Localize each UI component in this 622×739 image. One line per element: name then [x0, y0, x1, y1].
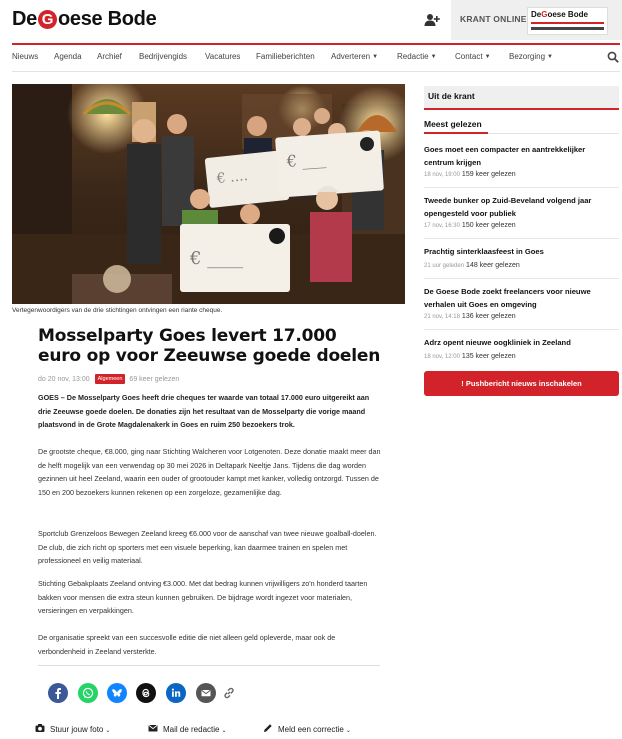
envelope-icon: [148, 723, 158, 733]
chevron-down-icon: ▼: [372, 54, 379, 60]
lead-dateline: GOES: [38, 393, 59, 402]
uit-de-krant-underline: [424, 108, 619, 110]
krant-thumb-title-left: De: [531, 10, 542, 19]
nav-item-nieuws[interactable]: [12, 52, 38, 61]
category-badge[interactable]: Algemeen: [95, 374, 126, 384]
nav-item-familieberichten[interactable]: [256, 52, 315, 61]
article-paragraph: De grootste cheque, €8.000, ging naar Stichting Walcheren voor Lotgenoten. Deze donatie maakt meer dan de helft mogelijk van een verwendag op 30 mei 2026 in Deltapark Neeltje Jans. Tijdens die dag worden gezinnen uit heel Zeeland, waarin een ouder of grootouder kampt met kanker, volledig ontzorgd. Tussen de 150 en 200 bezoekers kunnen rekenen op een zorgeloze, gezamenlijke dag.: [38, 447, 381, 497]
meest-gelezen-heading: Meest gelezen: [424, 119, 482, 129]
krant-thumb-text-bar: [531, 27, 604, 30]
list-divider: [424, 329, 619, 330]
main-nav: [0, 45, 622, 70]
krant-thumb-title-right: oese Bode: [547, 10, 588, 19]
user-plus-icon[interactable]: [424, 12, 440, 28]
nav-item-label: Archief: [97, 52, 122, 61]
most-read-item-meta: [424, 171, 516, 178]
nav-item-adverteren[interactable]: [331, 52, 378, 61]
nav-item-contact[interactable]: [455, 52, 491, 61]
nav-item-label: Familieberichten: [256, 52, 315, 61]
nav-item-label: Redactie: [397, 52, 429, 61]
meest-gelezen-divider: [488, 133, 619, 134]
pencil-icon: [263, 723, 273, 733]
report-correction-label: Meld een correctie: [278, 725, 344, 734]
article-meta: [38, 374, 179, 384]
share-email-button[interactable]: [196, 683, 216, 703]
svg-text:€ ....: € ....: [216, 167, 249, 188]
most-read-item-views: 148 keer gelezen: [466, 262, 520, 269]
nav-item-bezorging[interactable]: [509, 52, 553, 61]
most-read-item-meta: [424, 262, 520, 269]
group-photo-image: [12, 84, 405, 304]
chevron-down-icon: ⌄: [221, 728, 227, 734]
most-read-item-title[interactable]: Adrz opent nieuwe oogkliniek in Zeeland: [424, 338, 571, 347]
most-read-item-views: 150 keer gelezen: [461, 222, 516, 229]
chevron-down-icon: ▼: [547, 54, 553, 60]
most-read-item-title[interactable]: De Goese Bode zoekt freelancers voor nieuwe verhalen uit Goes en omgeving: [424, 287, 591, 309]
lead-text: – De Mosselparty Goes heeft drie cheques ter waarde van totaal 17.000 euro uitgereikt aan drie Zeeuwse goede doelen. De donaties zijn het resultaat van de Mosselparty die vorige maand plaatsvond in de Grote Magdalenakerk in Goes en ruim 250 bezoekers trok.: [38, 393, 370, 430]
uit-de-krant-label: Uit de krant: [428, 91, 475, 101]
list-divider: [424, 278, 619, 279]
article-end-divider: [38, 665, 380, 666]
chevron-down-icon: ⌄: [105, 728, 111, 734]
site-logo[interactable]: [12, 8, 156, 31]
share-linkedin-button[interactable]: [166, 683, 186, 703]
article-date: do 20 nov, 13:00: [38, 376, 90, 383]
nav-item-label: Vacatures: [205, 52, 241, 61]
article-paragraph: Stichting Gebakplaats Zeeland ontving €3.000. Met dat bedrag kunnen vrijwilligers zo'n honderd taarten bakken voor mensen die extra steun kunnen gebruiken. De bijdrage wordt ingezet voor materialen, versieringen en verpakkingen.: [38, 579, 368, 616]
krant-thumb-title-g: G: [541, 10, 548, 19]
share-bluesky-button[interactable]: [107, 683, 127, 703]
report-correction-button[interactable]: [263, 723, 351, 734]
nav-item-archief[interactable]: [97, 52, 122, 61]
most-read-item-views: 159 keer gelezen: [461, 171, 516, 178]
svg-text:€ ___: € ___: [286, 149, 327, 171]
article-title: Mosselparty Goes levert 17.000 euro op voor Zeeuwse goede doelen: [38, 326, 381, 366]
bluesky-icon: [111, 687, 123, 699]
article-paragraph: Sportclub Grenzeloos Bewegen Zeeland kreeg €6.000 voor de aanschaf van twee nieuwe goalball-doelen. De club, die zich richt op sporters met een visuele beperking, kan daarmee trainen en spelen met professioneel en veilig materiaal.: [38, 529, 377, 566]
list-divider: [424, 187, 619, 188]
nav-item-bedrijvengids[interactable]: [139, 52, 187, 61]
site-header: [0, 0, 622, 42]
chevron-down-icon: ▼: [430, 54, 437, 60]
most-read-item-title[interactable]: Tweede bunker op Zuid-Beveland volgend jaar opengesteld voor publiek: [424, 196, 592, 218]
krant-thumbnail[interactable]: [527, 7, 608, 35]
article-paragraph: De organisatie spreekt van een succesvolle editie die niet alleen geld opleverde, maar ook de verbondenheid in Zeeland versterkte.: [38, 633, 336, 656]
chevron-down-icon: ⌄: [345, 728, 351, 734]
most-read-item-date: 17 nov, 16:30: [424, 223, 460, 229]
share-whatsapp-button[interactable]: [78, 683, 98, 703]
share-threads-button[interactable]: [136, 683, 156, 703]
nav-item-vacatures[interactable]: [205, 52, 240, 61]
linkedin-icon: [170, 687, 182, 699]
article-photo[interactable]: [12, 84, 405, 304]
nav-item-redactie[interactable]: [397, 52, 437, 61]
most-read-item-meta: [424, 222, 516, 229]
nav-item-label: Contact: [455, 52, 483, 61]
send-photo-button[interactable]: [35, 723, 110, 734]
nav-item-label: Agenda: [54, 52, 82, 61]
search-icon[interactable]: [607, 51, 619, 63]
most-read-item-date: 21 uur geleden: [424, 263, 465, 269]
uit-de-krant-header[interactable]: [424, 86, 619, 108]
article-lead: [38, 391, 383, 432]
krant-thumb-red-bar: [531, 22, 604, 24]
enable-push-notifications-button[interactable]: ! Pushbericht nieuws inschakelen: [424, 371, 619, 396]
send-photo-label: Stuur jouw foto: [50, 725, 104, 734]
nav-divider: [12, 71, 620, 72]
chevron-down-icon: ▼: [484, 54, 491, 60]
most-read-item-date: 18 nov, 12:00: [424, 354, 460, 360]
logo-g-mark: G: [38, 10, 57, 29]
krant-thumb-title: [531, 10, 588, 19]
facebook-icon: [52, 687, 64, 699]
logo-text-left: De: [12, 8, 37, 30]
link-icon[interactable]: [222, 686, 236, 700]
photo-caption: Vertegenwoordigers van de drie stichtingen ontvingen een riante cheque.: [12, 307, 223, 314]
mail-editor-label: Mail de redactie: [163, 725, 220, 734]
most-read-item-meta: [424, 313, 516, 320]
most-read-item-views: 136 keer gelezen: [461, 313, 516, 320]
most-read-item-views: 135 keer gelezen: [461, 353, 516, 360]
svg-text:€ ____: € ____: [190, 248, 244, 269]
logo-text-right: oese Bode: [57, 8, 157, 30]
whatsapp-icon: [82, 687, 94, 699]
list-divider: [424, 238, 619, 239]
most-read-item-meta: [424, 353, 516, 360]
nav-item-label: Adverteren: [331, 52, 371, 61]
camera-icon: [35, 723, 45, 733]
most-read-item-date: 21 nov, 14:18: [424, 314, 460, 320]
mail-editor-button[interactable]: [148, 723, 227, 734]
nav-item-agenda[interactable]: [54, 52, 82, 61]
email-icon: [200, 687, 212, 699]
nav-item-label: Bedrijvengids: [139, 52, 188, 61]
most-read-item-title[interactable]: Prachtig sinterklaasfeest in Goes: [424, 247, 544, 256]
nav-item-label: Bezorging: [509, 52, 546, 61]
most-read-item-date: 18 nov, 19:00: [424, 172, 460, 178]
share-facebook-button[interactable]: [48, 683, 68, 703]
krant-online-panel[interactable]: [451, 0, 622, 40]
most-read-item-title[interactable]: Goes moet een compacter en aantrekkelijker centrum krijgen: [424, 145, 586, 167]
nav-item-label: Nieuws: [12, 52, 39, 61]
threads-icon: [140, 687, 152, 699]
krant-online-label: KRANT ONLINE: [460, 14, 527, 24]
article-views: 69 keer gelezen: [129, 376, 180, 383]
meest-gelezen-underline: [424, 132, 488, 134]
